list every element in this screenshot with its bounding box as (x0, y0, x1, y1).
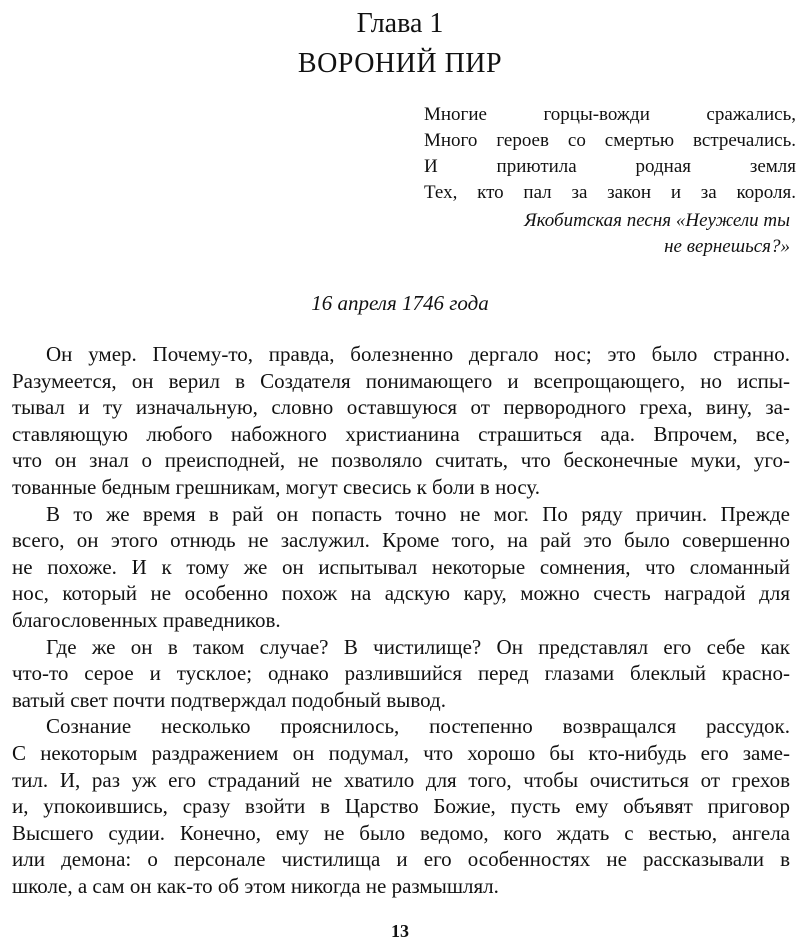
paragraph (12, 713, 790, 899)
text-line: В то же время в рай он попасть точно не мог. По ряду причин. Прежде (46, 501, 790, 526)
epigraph-line: И приютила родная земля (424, 156, 796, 177)
chapter-label: Глава 1 (356, 8, 444, 39)
text-line: тывал и ту изначальную, словно оставшуюся от первородного греха, вину, за- (12, 395, 790, 420)
page-number: 13 (391, 921, 409, 941)
text-line: тил. И, раз уж его страданий не хватило для того, чтобы очиститься от грехов (12, 767, 790, 792)
paragraph (12, 341, 790, 501)
text-line: школе, а сам он как-то об этом никогда не размышлял. (12, 873, 499, 898)
text-line: не похоже. И к тому же он испытывал некоторые сомнения, что сломанный (12, 554, 790, 579)
text-line: Где же он в таком случае? В чистилище? Он представлял его себе как (46, 634, 790, 659)
attribution-line: не вернешься?» (664, 236, 790, 257)
text-line: всего, он этого отнюдь не заслужил. Кроме того, на рай это было совершенно (12, 528, 790, 553)
chapter-date: 16 апреля 1746 года (311, 291, 489, 315)
text-line: ставляющую любого набожного христианина страшиться ада. Впрочем, все, (12, 421, 790, 446)
text-line: нос, который не особенно похож на адскую кару, можно счесть наградой для (12, 581, 790, 606)
epigraph (424, 102, 796, 206)
body-text (12, 341, 790, 899)
epigraph-line: Тех, кто пал за закон и за короля. (424, 182, 796, 203)
text-line: и, упокоившись, сразу взойти в Царство Божие, пусть ему объявят приговор (12, 794, 790, 819)
epigraph-attribution (424, 208, 790, 260)
chapter-title: ВОРОНИЙ ПИР (297, 48, 503, 79)
text-line: Разумеется, он верил в Создателя понимающего и всепрощающего, но испы- (12, 368, 790, 393)
text-line: С некоторым раздражением он подумал, что хорошо бы кто-нибудь его заме- (12, 740, 790, 765)
attribution-line: Якобитская песня «Неужели ты (524, 210, 790, 231)
text-line: благословенных праведников. (12, 607, 281, 632)
text-line: что-то серое и тусклое; однако разлившийся перед глазами блеклый красно- (12, 661, 790, 686)
text-line: Он умер. Почему-то, правда, болезненно дергало нос; это было странно. (46, 342, 790, 366)
text-line: Сознание несколько прояснилось, постепенно возвращался рассудок. (46, 714, 790, 739)
paragraph (12, 634, 790, 714)
text-line: ватый свет почти подтверждал подобный вывод. (12, 687, 446, 712)
text-line: или демона: о персонале чистилища и его особенностях не рассказывали в (12, 847, 790, 872)
epigraph-line: Многие горцы-вожди сражались, (424, 104, 796, 125)
text-line: Высшего судии. Конечно, ему не было ведомо, кого ждать с вестью, ангела (12, 820, 790, 845)
text-line: что он знал о преисподней, не позволяло считать, что бесконечные муки, уго- (12, 448, 790, 473)
text-line: тованные бедным грешникам, могут свесись к боли в носу. (12, 474, 541, 499)
paragraph (12, 501, 790, 634)
epigraph-line: Много героев со смертью встречались. (424, 130, 796, 151)
